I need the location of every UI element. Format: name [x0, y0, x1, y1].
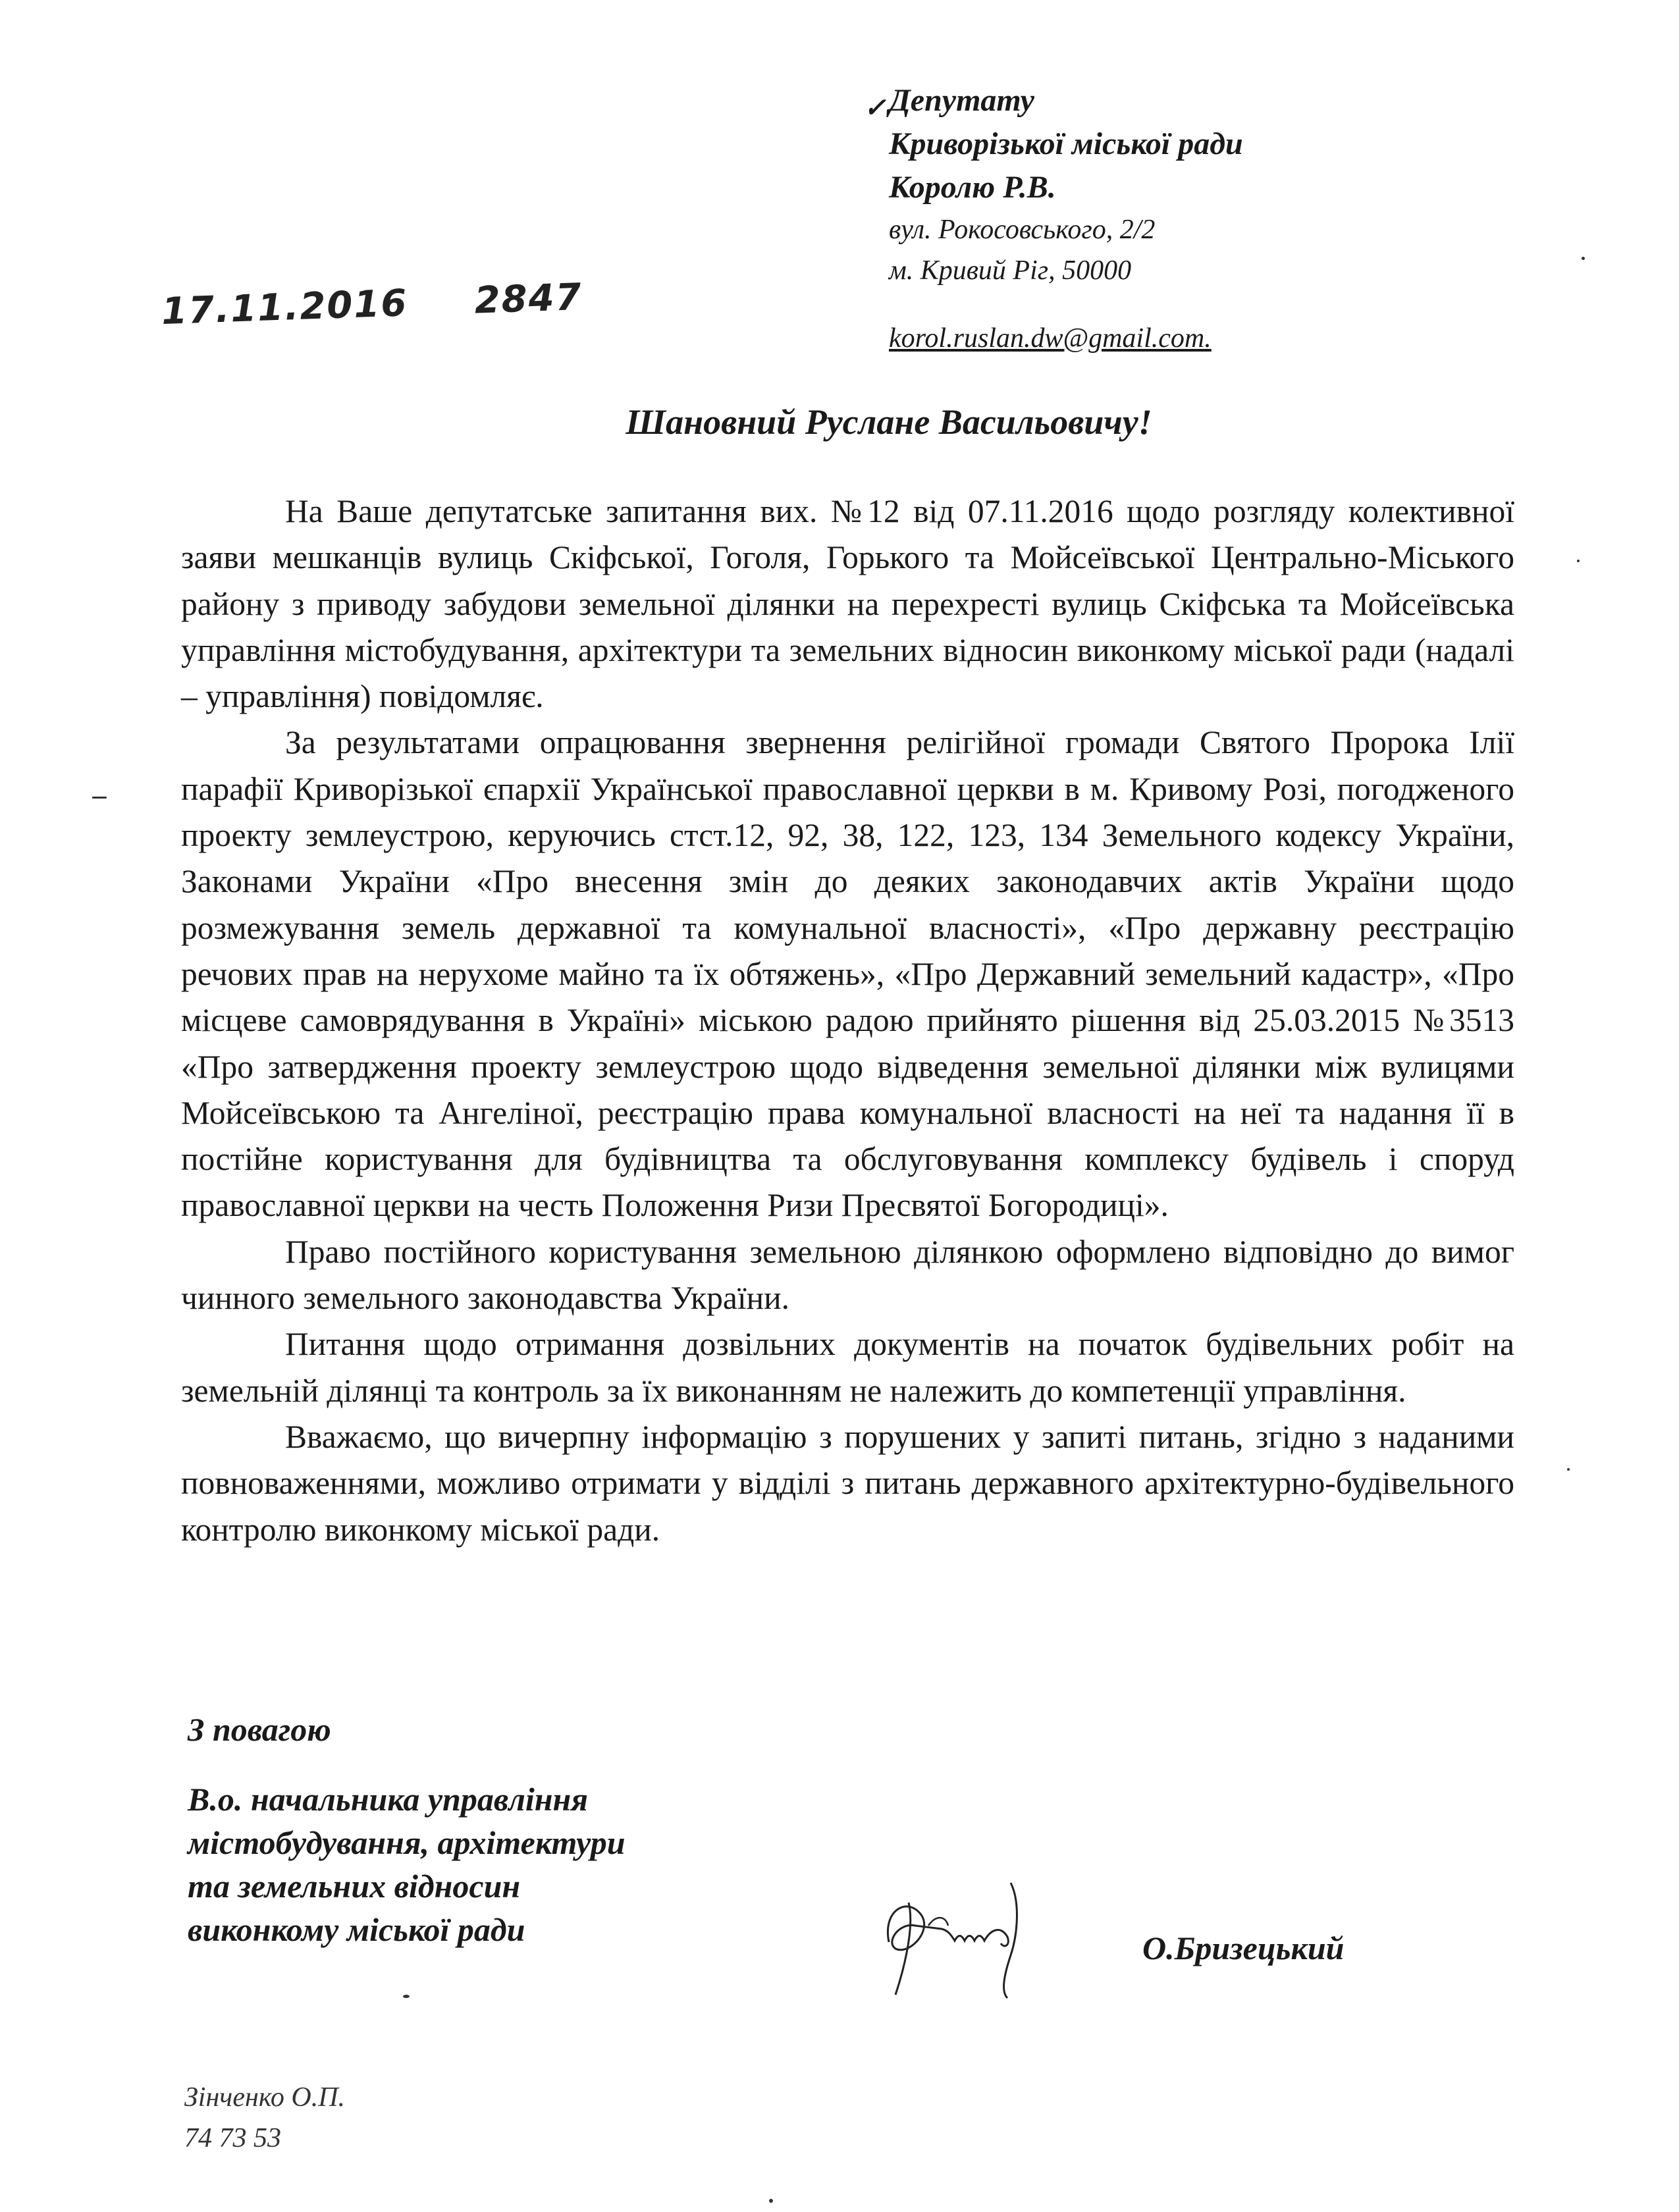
body-paragraph-3: Право постійного користування земельною ділянкою оформлено відповідно до вимог чинного земельного законодавства України. [181, 1233, 1514, 1317]
scan-speck [1567, 1468, 1570, 1471]
body-paragraph-1: На Ваше депутатське запитання вих. №12 від 07.11.2016 щодо розгляду колективної заяви мешканців вулиць Скіфської, Гоголя, Горького та Мойсеївської Центрально-Міського району з приводу забудови земельної ділянки на перехресті вулиць Скіфська та Мойсеївська управління містобудування, архітектури та земельних відносин виконкому міської ради (надалі – управління) повідомляє. [181, 493, 1514, 715]
addressee-title: Депутату [889, 83, 1034, 118]
executor-name: Зінченко О.П. [184, 2082, 346, 2113]
addressee-block [864, 79, 1613, 354]
addressee-city: м. Кривий Ріг, 50000 [889, 255, 1132, 286]
registration-date: 17.11.2016 [161, 282, 409, 334]
body-paragraph-5: Вважаємо, що вичерпну інформацію з порушених у запиті питань, згідно з наданими повноваженнями, можливо отримати у відділі з питань державного архітектурно-будівельного контролю виконкому міської ради. [181, 1418, 1514, 1548]
scan-speck [1582, 257, 1585, 260]
addressee-name: Королю Р.В. [889, 170, 1056, 205]
body-paragraph-4: Питання щодо отримання дозвільних документів на початок будівельних робіт на земельній ділянці та контроль за їх виконанням не належить до компетенції управління. [181, 1326, 1514, 1409]
position-line-1: В.о. начальника управління [188, 1781, 589, 1818]
signer-position [188, 1778, 780, 1951]
body-paragraph-2: За результатами опрацювання звернення релігійної громади Святого Пророка Ілії парафії Криворізької єпархії Української православної церкви в м. Кривому Розі, погодженого проекту землеустрою, керуючись стст.12, 92, 38, 122, 123, 134 Земельного кодексу України, Законами України «Про внесення змін до деяких законодавчих актів України щодо розмежування земель державної та комунальної власності», «Про державну реєстрацію речових прав на нерухоме майно та їх обтяжень», «Про Державний земельний кадастр», «Про місцеве самоврядування в Україні» міською радою прийнято рішення від 25.03.2015 №3513 «Про затвердження проекту землеустрою щодо відведення земельної ділянки між вулицями Мойсеївською та Ангеліної, реєстрацію права комунальної власності на неї та надання її в постійне користування для будівництва та обслуговування комплексу будівель і споруд православної церкви на честь Положення Ризи Пресвятої Богородиці». [181, 724, 1514, 1224]
salutation: Шановний Руслане Васильовичу! [626, 402, 1152, 442]
check-mark-icon: ✓ [864, 93, 886, 122]
addressee-street: вул. Рокосовського, 2/2 [889, 215, 1156, 245]
scan-speck [92, 797, 107, 799]
registration-stamp [161, 276, 583, 333]
position-line-4: виконкому міської ради [188, 1911, 525, 1948]
letter-body [181, 488, 1514, 1553]
signature-icon [869, 1863, 1080, 2008]
scan-speck [769, 2199, 773, 2203]
closing-phrase: З повагою [188, 1711, 331, 1748]
scan-speck [403, 1995, 410, 1998]
executor-info [184, 2077, 345, 2159]
signer-name: О.Бризецький [1142, 1930, 1345, 1966]
executor-phone: 74 73 53 [184, 2123, 281, 2153]
position-line-3: та земельних відносин [188, 1868, 521, 1905]
scan-speck [1577, 560, 1580, 562]
registration-number: 2847 [473, 275, 583, 323]
position-line-2: містобудування, архітектури [188, 1824, 626, 1861]
addressee-council: Криворізької міської ради [889, 126, 1243, 161]
addressee-email[interactable]: korol.ruslan.dw@gmail.com. [889, 323, 1212, 354]
